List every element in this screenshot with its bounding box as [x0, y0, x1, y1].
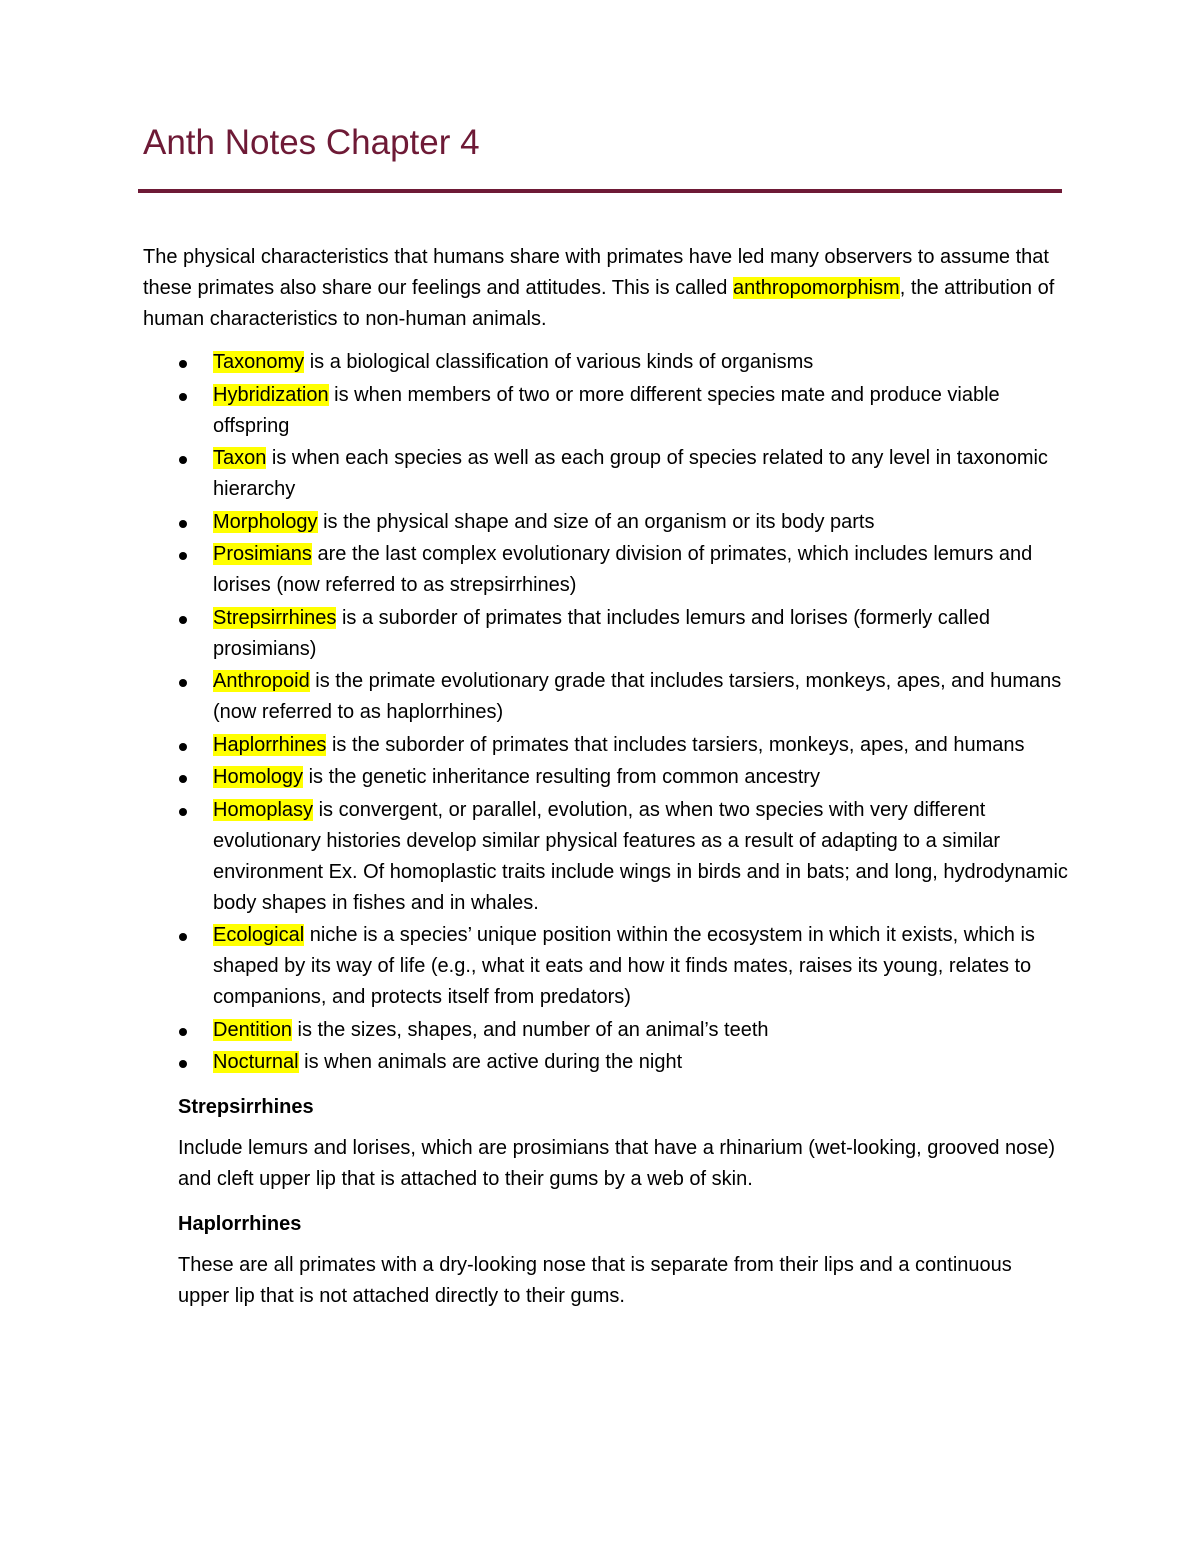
highlighted-term: anthropomorphism	[732, 277, 900, 299]
term-definition: is convergent, or parallel, evolution, as when two species with very different evolutionary histories develop similar physical features as a result of adapting to a similar environment Ex. Of homoplastic traits include wings in birds and in bats; and long, hydrodynamic body shapes in fishes and in whales.	[213, 798, 1068, 914]
bullet-icon	[179, 775, 187, 783]
highlighted-term: Haplorrhines	[213, 733, 327, 756]
intro-text-before: The physical characteristics that humans share with primates have led many observers to assume that these primates also share our feelings and attitudes. This is called	[143, 246, 1049, 299]
bullet-icon	[179, 933, 187, 941]
bullet-icon	[179, 520, 187, 528]
highlighted-term: Nocturnal	[213, 1051, 299, 1073]
bullet-icon	[179, 1060, 187, 1068]
term-definition: are the last complex evolutionary division of primates, which includes lemurs and lorises (now referred to as strepsirrhines)	[213, 543, 1033, 596]
bullet-icon	[179, 456, 187, 464]
term-definition: is when members of two or more different species mate and produce viable offspring	[213, 383, 1000, 437]
term-definition: is the primate evolutionary grade that includes tarsiers, monkeys, apes, and humans (now referred to as haplorrhines)	[213, 670, 1062, 723]
term-definition: is the physical shape and size of an organism or its body parts	[317, 510, 875, 533]
highlighted-term: Morphology	[213, 510, 318, 533]
list-item	[143, 666, 1068, 728]
list-item	[143, 795, 1068, 919]
list-item	[143, 539, 1068, 601]
highlighted-term: Anthropoid	[213, 670, 310, 692]
highlighted-term: Homoplasy	[213, 798, 314, 821]
bullet-icon	[179, 1028, 187, 1036]
highlighted-term: Dentition	[213, 1018, 292, 1041]
section-paragraph: These are all primates with a dry-looking nose that is separate from their lips and a continuous upper lip that is not attached directly to their gums.	[178, 1254, 1012, 1307]
list-item	[143, 380, 1068, 442]
terms-list	[143, 347, 1068, 1078]
highlighted-term: Hybridization	[213, 383, 329, 406]
highlighted-term: Homology	[213, 766, 304, 788]
term-definition: is when animals are active during the night	[298, 1051, 683, 1073]
section-strepsirrhines	[143, 1092, 1068, 1195]
list-item	[143, 730, 1068, 761]
highlighted-term: Ecological	[213, 924, 305, 946]
list-item	[143, 603, 1068, 665]
term-definition: is the sizes, shapes, and number of an animal’s teeth	[291, 1018, 769, 1041]
bullet-icon	[179, 743, 187, 751]
bullet-icon	[179, 808, 187, 816]
term-definition: is the genetic inheritance resulting from common ancestry	[303, 766, 820, 788]
highlighted-term: Taxonomy	[213, 351, 305, 373]
section-haplorrhines	[143, 1209, 1068, 1312]
intro-text-after: , the attribution of human characteristics to non-human animals.	[143, 277, 1055, 330]
highlighted-term: Strepsirrhines	[213, 606, 337, 629]
term-definition: is a suborder of primates that includes lemurs and lorises (formerly called prosimians)	[213, 606, 990, 660]
list-item	[143, 1047, 1068, 1078]
list-item	[143, 920, 1068, 1013]
list-item	[143, 762, 1068, 793]
term-definition: is when each species as well as each group of species related to any level in taxonomic hierarchy	[213, 447, 1048, 500]
highlighted-term: Prosimians	[213, 543, 312, 565]
bullet-icon	[179, 393, 187, 401]
title-divider	[138, 189, 1062, 193]
bullet-icon	[179, 552, 187, 560]
list-item	[143, 443, 1068, 505]
bullet-icon	[179, 360, 187, 368]
list-item	[143, 507, 1068, 538]
section-paragraph: Include lemurs and lorises, which are prosimians that have a rhinarium (wet-looking, grooved nose) and cleft upper lip that is attached to their gums by a web of skin.	[178, 1137, 1056, 1190]
term-definition: is the suborder of primates that includes tarsiers, monkeys, apes, and humans	[326, 733, 1025, 756]
document-body	[143, 242, 1068, 1312]
section-heading: Haplorrhines	[178, 1213, 302, 1235]
bullet-icon	[179, 616, 187, 624]
bullet-icon	[179, 679, 187, 687]
section-heading: Strepsirrhines	[178, 1096, 314, 1118]
page-title: Anth Notes Chapter 4	[143, 123, 480, 162]
list-item	[143, 1015, 1068, 1046]
list-item	[143, 347, 1068, 378]
highlighted-term: Taxon	[213, 447, 267, 469]
term-definition: niche is a species’ unique position within the ecosystem in which it exists, which is shaped by its way of life (e.g., what it eats and how it finds mates, raises its young, relates to companions, and protects itself from predators)	[213, 924, 1035, 1008]
term-definition: is a biological classification of various kinds of organisms	[304, 351, 814, 373]
intro-paragraph	[143, 242, 1068, 335]
